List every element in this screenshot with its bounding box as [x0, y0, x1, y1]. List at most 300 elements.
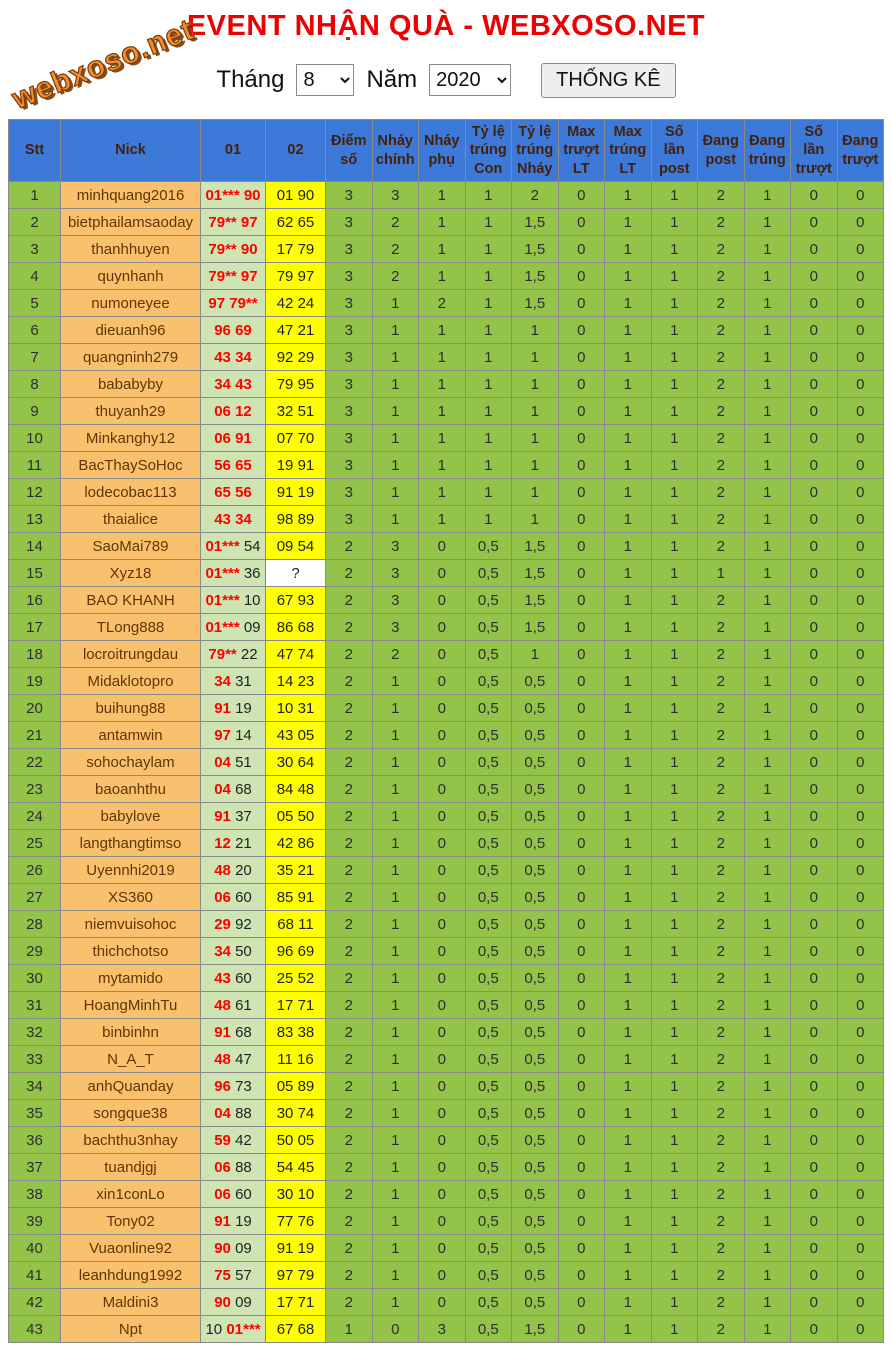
nick-cell: thaialice [61, 506, 201, 533]
stat-cell: 0,5 [512, 1046, 559, 1073]
stat-cell: 0 [791, 830, 838, 857]
month-select[interactable] [296, 64, 354, 96]
plain-number: 21 [230, 834, 252, 852]
hot-number: 56 65 [214, 456, 252, 474]
stat-cell: 0 [837, 371, 884, 398]
stat-cell: 2 [698, 236, 745, 263]
number-01-cell [201, 1181, 266, 1208]
stat-cell: 0 [791, 938, 838, 965]
stat-cell: 0 [791, 371, 838, 398]
stat-cell: 2 [698, 344, 745, 371]
hot-number: 59 [214, 1131, 231, 1149]
stat-cell: 1 [605, 884, 652, 911]
column-header: Nháy phụ [419, 120, 466, 182]
stat-cell: 0 [372, 1316, 419, 1343]
number-02-cell: 68 11 [266, 911, 326, 938]
stat-cell: 1 [651, 1262, 698, 1289]
stat-cell: 2 [326, 1262, 373, 1289]
stat-cell: 0 [791, 749, 838, 776]
row-index-cell: 5 [9, 290, 61, 317]
plain-number: 42 [230, 1131, 252, 1149]
number-01-cell [201, 749, 266, 776]
stat-cell: 0 [837, 506, 884, 533]
stat-cell: 1 [744, 236, 791, 263]
hot-number: 91 [214, 1212, 231, 1230]
stat-cell: 2 [698, 506, 745, 533]
stat-cell: 2 [326, 1100, 373, 1127]
row-index-cell: 36 [9, 1127, 61, 1154]
stat-cell: 0 [558, 371, 605, 398]
hot-number: 06 [214, 1185, 231, 1203]
nick-cell: Minkanghy12 [61, 425, 201, 452]
stat-cell: 0 [558, 722, 605, 749]
table-row [9, 425, 884, 452]
row-index-cell: 42 [9, 1289, 61, 1316]
stat-cell: 3 [372, 560, 419, 587]
stat-cell: 2 [326, 749, 373, 776]
stat-cell: 0 [837, 830, 884, 857]
number-01-cell [201, 317, 266, 344]
stat-cell: 1 [651, 236, 698, 263]
number-02-cell: 86 68 [266, 614, 326, 641]
hot-number: 91 [214, 807, 231, 825]
stat-cell: 0 [558, 479, 605, 506]
stat-cell: 2 [698, 614, 745, 641]
number-01-cell [201, 884, 266, 911]
number-01-cell [201, 506, 266, 533]
stat-cell: 1 [372, 938, 419, 965]
results-table-body [9, 182, 884, 1343]
plain-number: 60 [230, 888, 252, 906]
hot-number: 06 [214, 1158, 231, 1176]
stat-cell: 3 [326, 398, 373, 425]
stat-cell: 1,5 [512, 290, 559, 317]
stat-cell: 2 [698, 884, 745, 911]
nick-cell: bababyby [61, 371, 201, 398]
table-row [9, 290, 884, 317]
stat-cell: 1 [651, 1154, 698, 1181]
stat-cell: 1 [512, 344, 559, 371]
number-02-cell: 62 65 [266, 209, 326, 236]
plain-number: 57 [230, 1266, 252, 1284]
stat-cell: 1 [605, 560, 652, 587]
table-row [9, 1262, 884, 1289]
stat-cell: 1 [651, 371, 698, 398]
number-02-cell: 14 23 [266, 668, 326, 695]
nick-cell: Vuaonline92 [61, 1235, 201, 1262]
stat-cell: 0,5 [465, 1235, 512, 1262]
table-row [9, 587, 884, 614]
stat-cell: 0 [419, 830, 466, 857]
stat-cell: 1 [605, 1100, 652, 1127]
stat-cell: 0 [791, 560, 838, 587]
number-01-cell [201, 830, 266, 857]
stat-cell: 1,5 [512, 263, 559, 290]
table-row [9, 749, 884, 776]
number-01-cell [201, 452, 266, 479]
column-header: Tỷ lệ trúng Con [465, 120, 512, 182]
stat-cell: 0 [791, 236, 838, 263]
stat-cell: 1 [744, 911, 791, 938]
stat-cell: 1 [651, 1046, 698, 1073]
stat-cell: 3 [326, 236, 373, 263]
plain-number: 47 [230, 1050, 252, 1068]
stat-cell: 1 [419, 182, 466, 209]
stat-cell: 1 [651, 1073, 698, 1100]
hot-number: 01*** 90 [205, 186, 261, 204]
stat-cell: 3 [326, 263, 373, 290]
number-02-cell: 25 52 [266, 965, 326, 992]
stat-cell: 0 [558, 209, 605, 236]
hot-number: 43 [214, 969, 231, 987]
stat-cell: 0,5 [465, 1019, 512, 1046]
stat-cell: 1 [419, 209, 466, 236]
stat-cell: 0 [791, 992, 838, 1019]
table-row [9, 1208, 884, 1235]
stat-cell: 1 [651, 641, 698, 668]
stat-cell: 0 [837, 668, 884, 695]
stat-cell: 0 [791, 1316, 838, 1343]
stat-cell: 0,5 [512, 938, 559, 965]
stat-cell: 1 [744, 965, 791, 992]
row-index-cell: 2 [9, 209, 61, 236]
year-label: Năm [366, 66, 418, 93]
stat-cell: 0 [791, 317, 838, 344]
number-01-cell [201, 371, 266, 398]
number-02-cell: 98 89 [266, 506, 326, 533]
plain-number: 20 [230, 861, 252, 879]
stat-cell: 0 [837, 1100, 884, 1127]
plain-number: 68 [230, 1023, 252, 1041]
table-row [9, 1154, 884, 1181]
stat-cell: 1 [605, 992, 652, 1019]
stat-cell: 0 [791, 398, 838, 425]
stat-cell: 0,5 [465, 992, 512, 1019]
number-01-cell [201, 911, 266, 938]
stat-cell: 0 [419, 776, 466, 803]
stat-cell: 0 [558, 1127, 605, 1154]
stat-cell: 2 [326, 1073, 373, 1100]
table-row [9, 695, 884, 722]
stat-cell: 1 [605, 1046, 652, 1073]
stat-cell: 1 [372, 398, 419, 425]
number-02-cell: 54 45 [266, 1154, 326, 1181]
stat-cell: 1 [419, 452, 466, 479]
stat-cell: 1 [605, 614, 652, 641]
stat-cell: 0 [837, 1316, 884, 1343]
stat-cell: 1 [465, 398, 512, 425]
stat-cell: 0 [837, 236, 884, 263]
number-01-cell [201, 803, 266, 830]
nick-cell: N_A_T [61, 1046, 201, 1073]
table-row [9, 317, 884, 344]
hot-number: 01*** [205, 591, 240, 609]
number-01-cell [201, 587, 266, 614]
stat-cell: 1 [372, 1100, 419, 1127]
stat-cell: 2 [698, 776, 745, 803]
stat-cell: 1 [605, 1289, 652, 1316]
hot-number: 01*** [205, 618, 240, 636]
stat-cell: 0 [791, 803, 838, 830]
plain-number: 19 [230, 699, 252, 717]
stat-cell: 0 [419, 911, 466, 938]
stat-cell: 2 [698, 749, 745, 776]
stat-cell: 0 [558, 1073, 605, 1100]
stat-cell: 1 [651, 317, 698, 344]
stat-cell: 0 [837, 1046, 884, 1073]
stat-cell: 1 [372, 776, 419, 803]
stat-cell: 0 [837, 695, 884, 722]
stat-cell: 3 [326, 425, 373, 452]
nick-cell: mytamido [61, 965, 201, 992]
stat-cell: 2 [698, 263, 745, 290]
stat-cell: 1 [419, 479, 466, 506]
stat-cell: 2 [326, 938, 373, 965]
stat-cell: 0 [558, 290, 605, 317]
stat-cell: 3 [326, 344, 373, 371]
stat-cell: 0 [791, 425, 838, 452]
hot-number: 48 [214, 861, 231, 879]
stat-cell: 1 [744, 749, 791, 776]
stat-cell: 1 [419, 344, 466, 371]
number-02-cell: 85 91 [266, 884, 326, 911]
number-02-cell: 17 71 [266, 992, 326, 1019]
stat-cell: 1 [605, 263, 652, 290]
stat-cell: 0 [837, 749, 884, 776]
nick-cell: BAO KHANH [61, 587, 201, 614]
stat-cell: 0 [558, 992, 605, 1019]
stat-cell: 1 [465, 479, 512, 506]
stat-cell: 0,5 [512, 1181, 559, 1208]
stat-cell: 1 [512, 479, 559, 506]
site-logo: webxoso.net [7, 13, 199, 116]
stat-cell: 1 [651, 452, 698, 479]
stat-cell: 0 [837, 263, 884, 290]
stat-cell: 1 [651, 1100, 698, 1127]
stat-cell: 0 [791, 1289, 838, 1316]
stats-button[interactable]: THỐNG KÊ [541, 63, 675, 98]
stat-cell: 1 [605, 776, 652, 803]
nick-cell: songque38 [61, 1100, 201, 1127]
stat-cell: 0 [837, 857, 884, 884]
stat-cell: 1 [605, 1073, 652, 1100]
stat-cell: 0 [558, 1154, 605, 1181]
stat-cell: 0 [558, 1289, 605, 1316]
nick-cell: antamwin [61, 722, 201, 749]
stat-cell: 1 [465, 452, 512, 479]
plain-number: 19 [230, 1212, 252, 1230]
stat-cell: 1 [651, 1019, 698, 1046]
stat-cell: 0,5 [512, 884, 559, 911]
stat-cell: 2 [512, 182, 559, 209]
stat-cell: 2 [326, 830, 373, 857]
number-02-cell: 79 97 [266, 263, 326, 290]
stat-cell: 0,5 [465, 1127, 512, 1154]
column-header: Max trượt LT [558, 120, 605, 182]
stat-cell: 0,5 [465, 614, 512, 641]
stat-cell: 1 [744, 344, 791, 371]
stat-cell: 0 [791, 695, 838, 722]
stat-cell: 1 [605, 1019, 652, 1046]
number-02-cell: 05 50 [266, 803, 326, 830]
stat-cell: 2 [698, 479, 745, 506]
stat-cell: 0 [419, 1289, 466, 1316]
column-header: 02 [266, 120, 326, 182]
year-select[interactable] [429, 64, 511, 96]
stat-cell: 0 [419, 695, 466, 722]
number-02-cell: 30 10 [266, 1181, 326, 1208]
stat-cell: 1 [651, 263, 698, 290]
stat-cell: 1 [372, 695, 419, 722]
column-header: 01 [201, 120, 266, 182]
number-01-cell [201, 1262, 266, 1289]
stat-cell: 0 [791, 1262, 838, 1289]
stat-cell: 1,5 [512, 1316, 559, 1343]
number-02-cell: 11 16 [266, 1046, 326, 1073]
stat-cell: 1 [372, 317, 419, 344]
stat-cell: 0 [791, 1208, 838, 1235]
row-index-cell: 28 [9, 911, 61, 938]
month-label: Tháng [216, 66, 285, 93]
stat-cell: 0,5 [465, 776, 512, 803]
stat-cell: 1,5 [512, 560, 559, 587]
stat-cell: 1 [744, 317, 791, 344]
hot-number: 65 56 [214, 483, 252, 501]
nick-cell: BacThaySoHoc [61, 452, 201, 479]
stat-cell: 1 [605, 425, 652, 452]
stat-cell: 0 [791, 965, 838, 992]
stat-cell: 1 [605, 1208, 652, 1235]
hot-number: 04 [214, 1104, 231, 1122]
stat-cell: 0,5 [512, 803, 559, 830]
stat-cell: 1 [512, 371, 559, 398]
row-index-cell: 13 [9, 506, 61, 533]
table-row [9, 1316, 884, 1343]
plain-number: 68 [230, 780, 252, 798]
nick-cell: niemvuisohoc [61, 911, 201, 938]
stat-cell: 1 [372, 911, 419, 938]
stat-cell: 0,5 [465, 965, 512, 992]
plain-number: 10 [205, 1320, 227, 1338]
stat-cell: 0 [791, 641, 838, 668]
row-index-cell: 35 [9, 1100, 61, 1127]
nick-cell: lodecobac113 [61, 479, 201, 506]
stat-cell: 0,5 [465, 884, 512, 911]
stat-cell: 2 [698, 533, 745, 560]
stat-cell: 2 [698, 182, 745, 209]
stat-cell: 1 [605, 371, 652, 398]
stat-cell: 0 [791, 587, 838, 614]
stat-cell: 1 [465, 290, 512, 317]
stat-cell: 2 [326, 533, 373, 560]
stat-cell: 0 [791, 290, 838, 317]
row-index-cell: 8 [9, 371, 61, 398]
stat-cell: 0 [837, 1289, 884, 1316]
stat-cell: 0 [419, 749, 466, 776]
stat-cell: 1 [744, 1154, 791, 1181]
row-index-cell: 26 [9, 857, 61, 884]
stat-cell: 0,5 [512, 1100, 559, 1127]
stat-cell: 0,5 [512, 695, 559, 722]
column-header: Stt [9, 120, 61, 182]
number-01-cell [201, 236, 266, 263]
stat-cell: 3 [326, 209, 373, 236]
stat-cell: 0,5 [465, 911, 512, 938]
stat-cell: 1 [744, 425, 791, 452]
hot-number: 97 79** [208, 294, 258, 312]
column-header: Nháy chính [372, 120, 419, 182]
row-index-cell: 30 [9, 965, 61, 992]
stat-cell: 0,5 [512, 965, 559, 992]
stat-cell: 1 [512, 641, 559, 668]
stat-cell: 0,5 [465, 722, 512, 749]
stat-cell: 2 [326, 1181, 373, 1208]
stat-cell: 0 [837, 938, 884, 965]
stat-cell: 0 [419, 560, 466, 587]
hot-number: 06 12 [214, 402, 252, 420]
row-index-cell: 38 [9, 1181, 61, 1208]
hot-number: 91 [214, 699, 231, 717]
page-title: EVENT NHẬN QUÀ - WEBXOSO.NET [186, 10, 706, 42]
row-index-cell: 17 [9, 614, 61, 641]
stat-cell: 0,5 [512, 668, 559, 695]
number-02-cell: 47 21 [266, 317, 326, 344]
row-index-cell: 40 [9, 1235, 61, 1262]
stat-cell: 1 [744, 398, 791, 425]
stat-cell: 2 [698, 965, 745, 992]
stat-cell: 1 [512, 506, 559, 533]
table-row [9, 857, 884, 884]
table-row [9, 236, 884, 263]
row-index-cell: 32 [9, 1019, 61, 1046]
number-02-cell: 67 93 [266, 587, 326, 614]
nick-cell: leanhdung1992 [61, 1262, 201, 1289]
stat-cell: 2 [326, 911, 373, 938]
hot-number: 96 69 [214, 321, 252, 339]
table-row [9, 965, 884, 992]
stat-cell: 0,5 [465, 1154, 512, 1181]
nick-cell: dieuanh96 [61, 317, 201, 344]
stat-cell: 0 [837, 722, 884, 749]
nick-cell: Npt [61, 1316, 201, 1343]
stat-cell: 1 [744, 614, 791, 641]
number-02-cell: 79 95 [266, 371, 326, 398]
stat-cell: 2 [698, 1316, 745, 1343]
stat-cell: 0 [419, 938, 466, 965]
stat-cell: 0 [558, 533, 605, 560]
results-table-header-row [9, 120, 884, 182]
stat-cell: 1 [744, 371, 791, 398]
table-row [9, 182, 884, 209]
stat-cell: 1 [605, 290, 652, 317]
stat-cell: 2 [326, 695, 373, 722]
stat-cell: 1 [605, 911, 652, 938]
stat-cell: 2 [698, 1289, 745, 1316]
stat-cell: 1 [372, 1073, 419, 1100]
stat-cell: 0 [791, 1073, 838, 1100]
stat-cell: 1 [651, 1208, 698, 1235]
plain-number: 60 [230, 1185, 252, 1203]
stat-cell: 1 [744, 209, 791, 236]
hot-number: 79** [208, 645, 237, 663]
stat-cell: 0 [837, 1127, 884, 1154]
stat-cell: 1 [465, 209, 512, 236]
stat-cell: 1 [465, 425, 512, 452]
stat-cell: 0,5 [465, 560, 512, 587]
stat-cell: 1 [744, 1262, 791, 1289]
stat-cell: 2 [698, 857, 745, 884]
nick-cell: XS360 [61, 884, 201, 911]
